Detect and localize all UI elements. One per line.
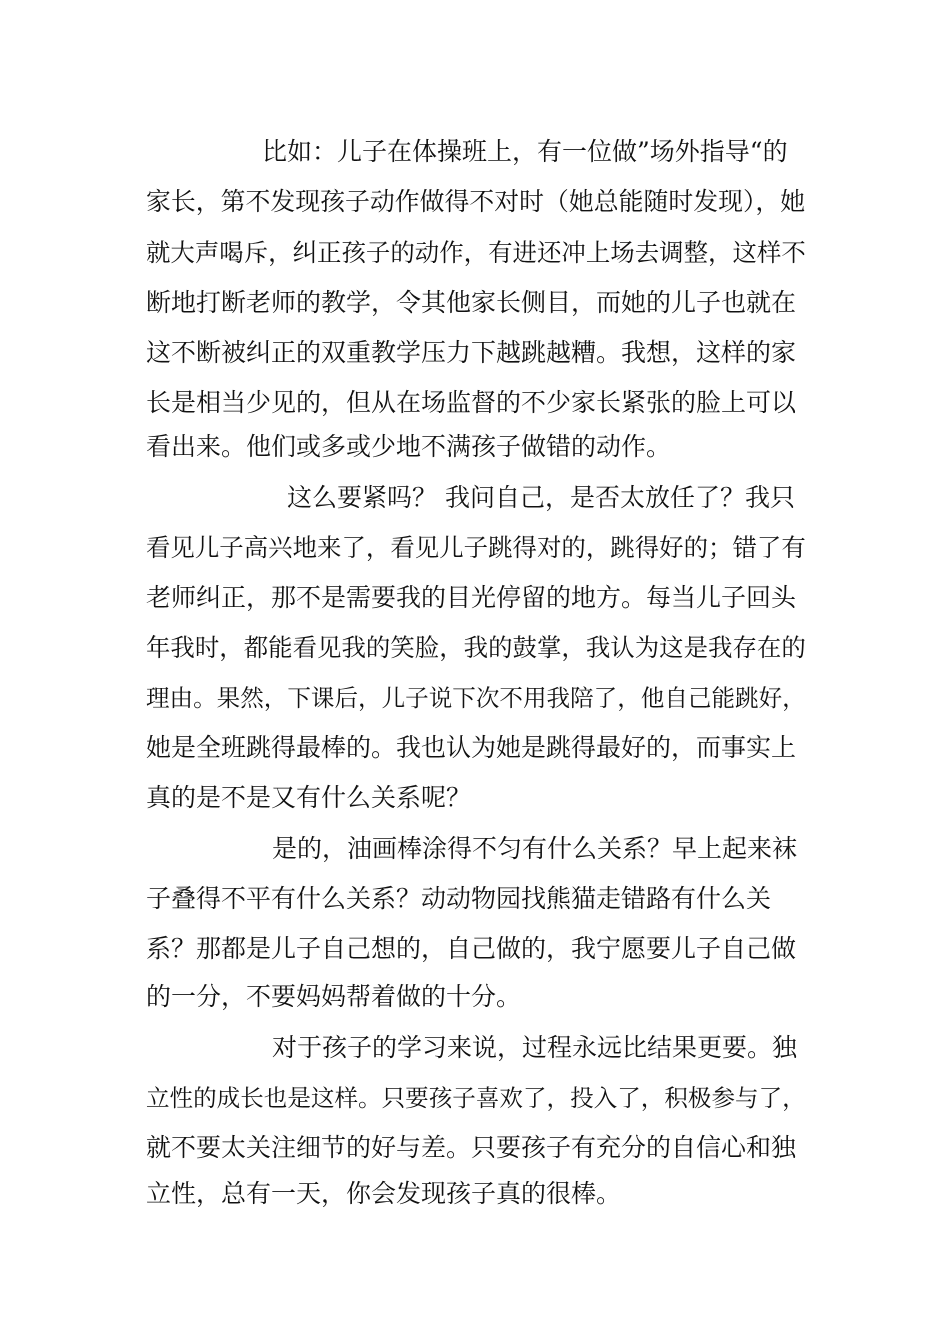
paragraph-line: 的一分，不要妈妈帮着做的十分。 bbox=[146, 982, 522, 1011]
paragraph-line: 就不要太关注细节的好与差。只要孩子有充分的自信心和独 bbox=[146, 1133, 797, 1162]
paragraph-line: 这不断被纠正的双重教学压力下越跳越糟。我想，这样的家 bbox=[146, 338, 797, 367]
paragraph-line: 老师纠正，那不是需要我的目光停留的地方。每当儿子回头 bbox=[146, 583, 797, 612]
paragraph-line: 她是全班跳得最棒的。我也认为她是跳得最好的，而事实上 bbox=[146, 733, 797, 762]
paragraph-line: 比如：儿子在体操班上，有一位做”场外指导“的 bbox=[262, 137, 788, 166]
paragraph-line: 子叠得不平有什么关系？动动物园找熊猫走错路有什么关 bbox=[146, 884, 772, 913]
paragraph-line: 是的，油画棒涂得不匀有什么关系？早上起来袜 bbox=[272, 834, 798, 863]
paragraph-line: 家长，第不发现孩子动作做得不对时（她总能随时发现），她 bbox=[146, 187, 806, 216]
paragraph-line: 这么要紧吗？ 我问自己，是否太放任了？我只 bbox=[287, 483, 795, 512]
paragraph-line: 看见儿子高兴地来了，看见儿子跳得对的，跳得好的；错了有 bbox=[146, 533, 806, 562]
paragraph-line: 理由。果然，下课后，儿子说下次不用我陪了，他自己能跳好， bbox=[146, 684, 806, 712]
paragraph-line: 真的是不是又有什么关系呢？ bbox=[146, 783, 472, 812]
paragraph-line: 立性，总有一天，你会发现孩子真的很棒。 bbox=[146, 1179, 622, 1208]
paragraph-line: 系？那都是儿子自己想的，自己做的，我宁愿要儿子自己做 bbox=[146, 934, 797, 963]
paragraph-line: 年我时，都能看见我的笑脸，我的鼓掌，我认为这是我存在的 bbox=[146, 633, 806, 662]
paragraph-line: 立性的成长也是这样。只要孩子喜欢了，投入了，积极参与了， bbox=[146, 1084, 806, 1112]
paragraph-line: 对于孩子的学习来说，过程永远比结果更要。独 bbox=[272, 1033, 798, 1062]
paragraph-line: 断地打断老师的教学，令其他家长侧目，而她的儿子也就在 bbox=[146, 288, 797, 317]
paragraph-line: 长是相当少见的，但从在场监督的不少家长紧张的脸上可以 bbox=[146, 388, 797, 417]
paragraph-line: 就大声喝斥，纠正孩子的动作，有进还冲上场去调整，这样不 bbox=[146, 238, 806, 267]
paragraph-line: 看出来。他们或多或少地不满孩子做错的动作。 bbox=[146, 432, 672, 461]
